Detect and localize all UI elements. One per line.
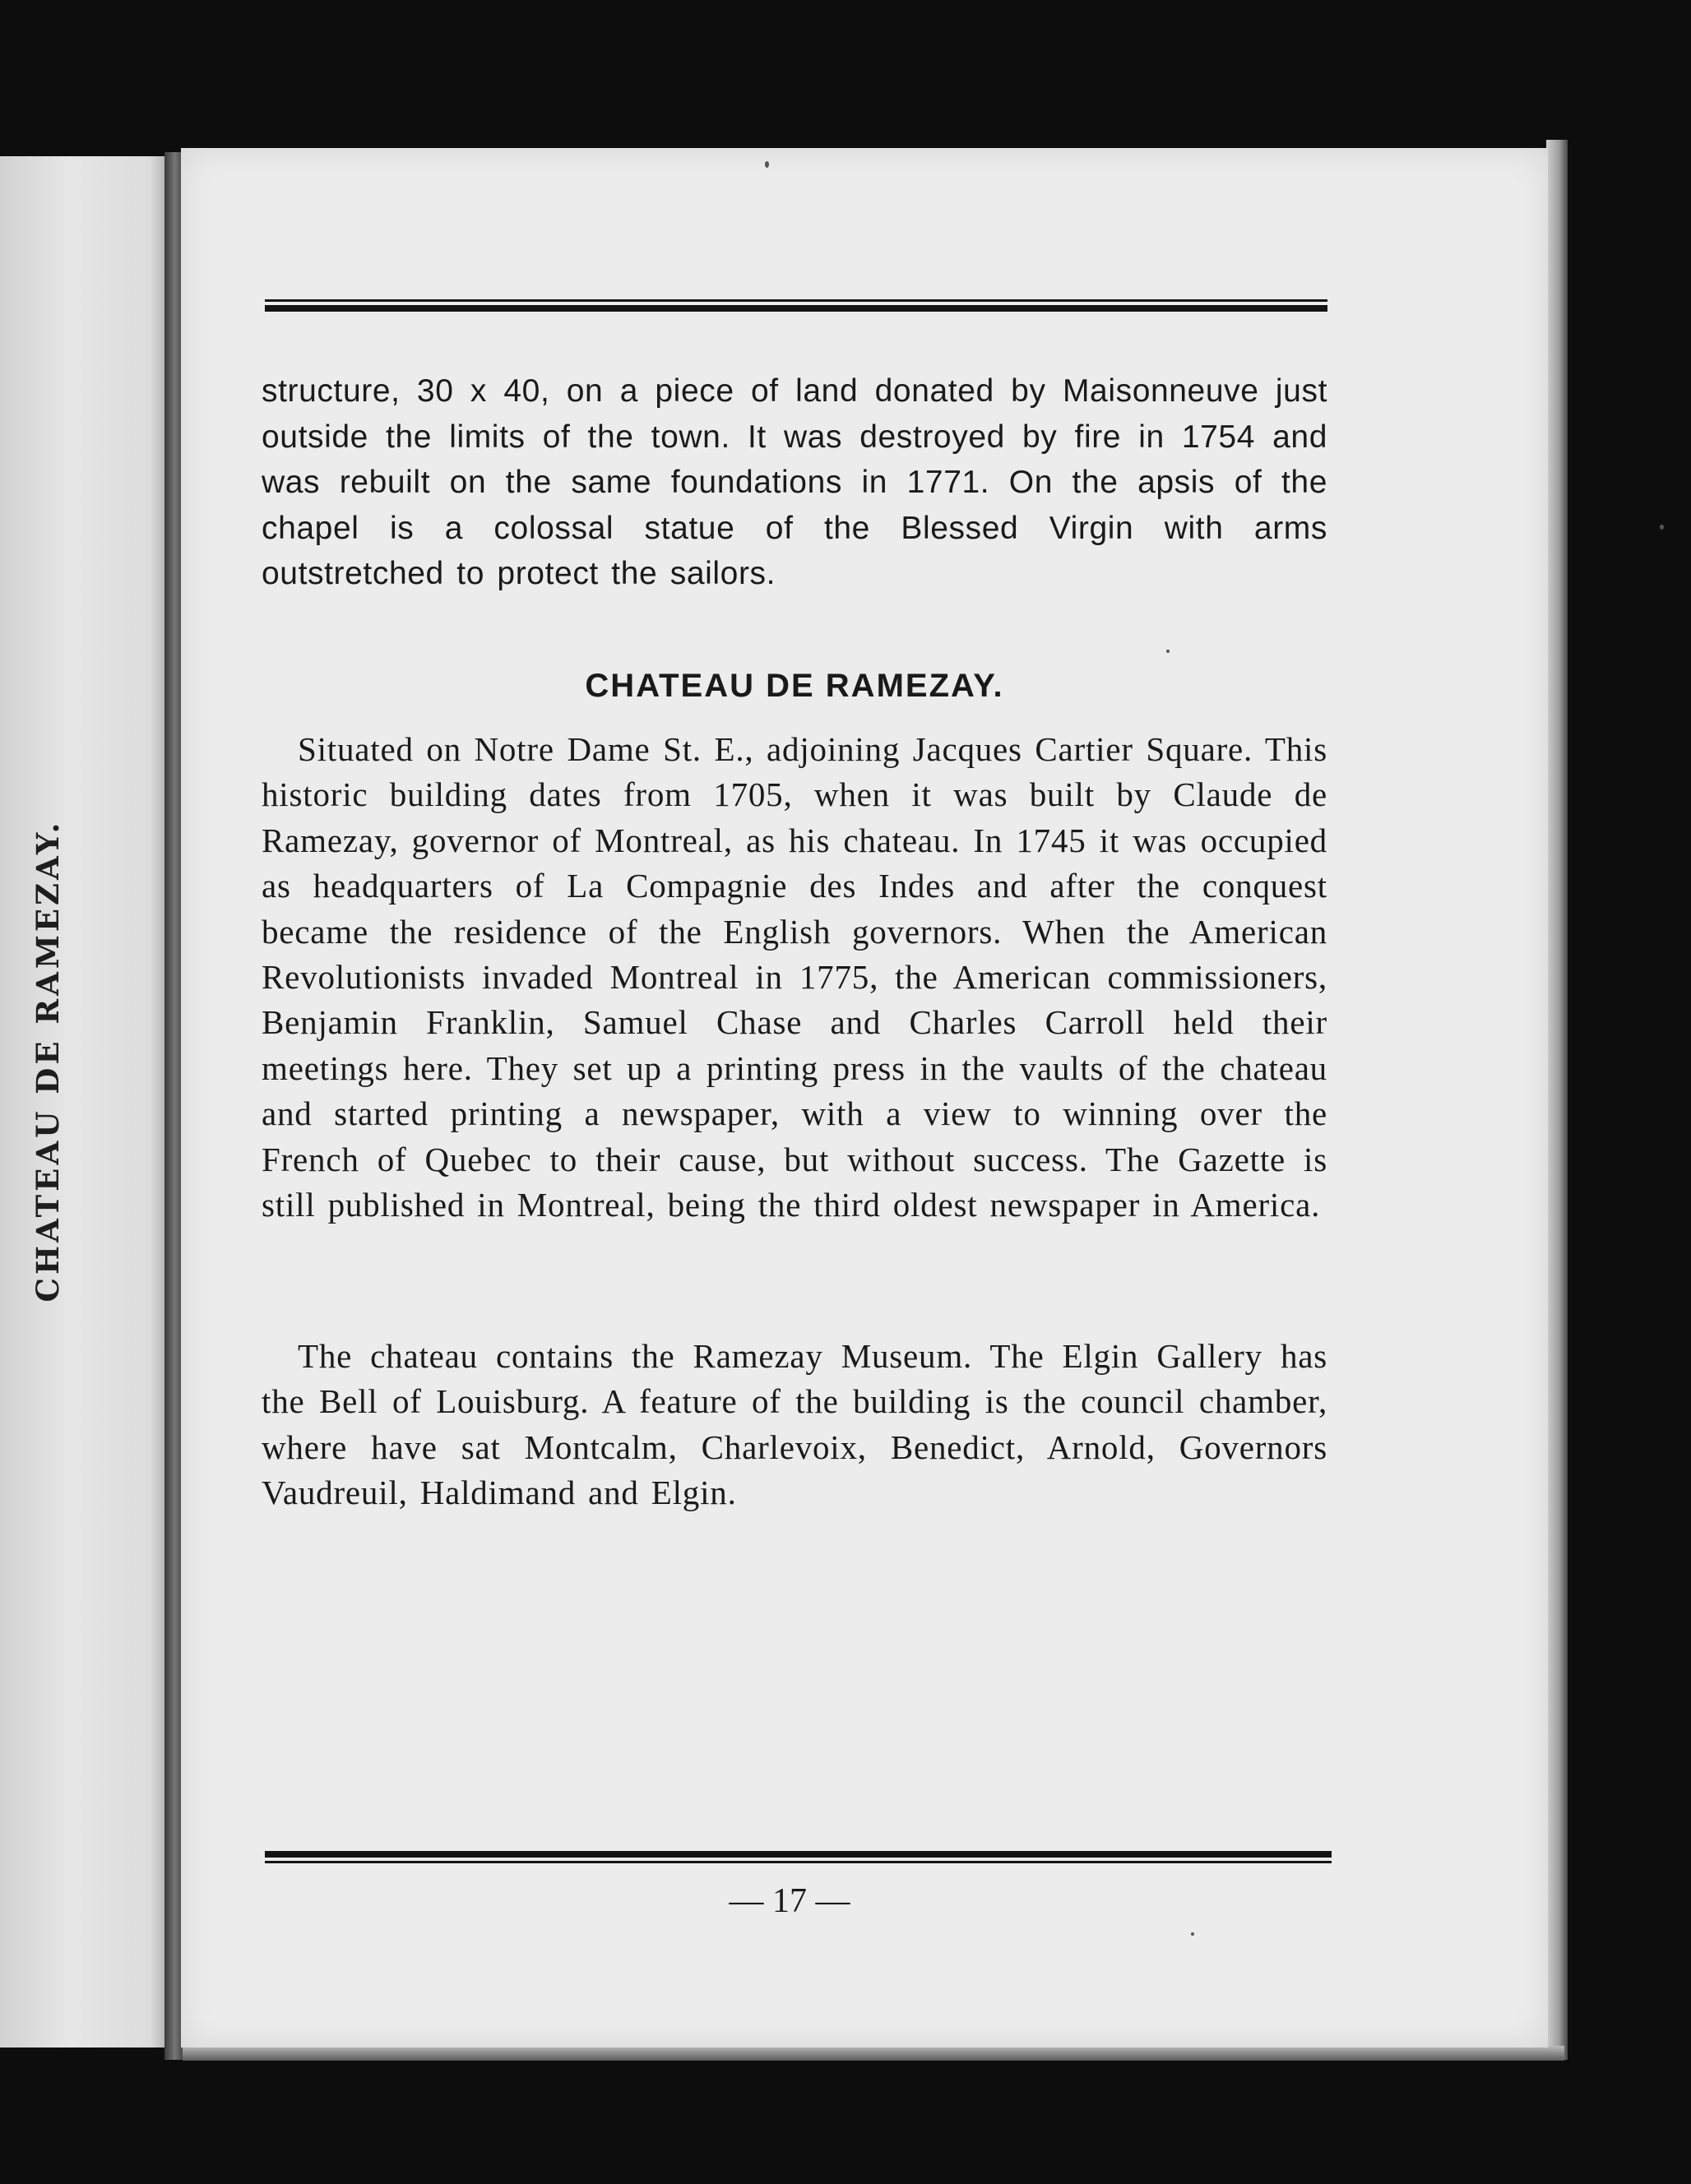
- page-edge-bottom: [183, 2046, 1564, 2061]
- bottom-rule-thick-line: [265, 1851, 1332, 1858]
- scan-speck: [765, 161, 769, 168]
- bottom-rule-thin-line: [265, 1861, 1332, 1863]
- running-head: CHATEAU DE RAMEZAY.: [30, 819, 66, 1303]
- bottom-double-rule: [265, 1851, 1332, 1863]
- page-edge-right: [1546, 140, 1568, 2060]
- page-number: — 17 —: [729, 1882, 850, 1920]
- scan-speck: [1191, 1932, 1194, 1936]
- paragraph-museum: The chateau contains the Ramezay Museum. The Elgin Gallery has the Bell of Louisburg. A feature of the building is the council chamber, where have sat Montcalm, Charlevoix, Benedict, Arnold, Governors Vaudreuil, Haldimand and Elgin.: [262, 1337, 1327, 1512]
- carryover-paragraph: structure, 30 x 40, on a piece of land donated by Maisonneuve just outside the limits of the town. It was destroyed by fire in 1754 and was rebuilt on the same foundations in 1771. On the apsis of the chapel is a colossal statue of the Blessed Virgin with arms outstretched to protect the sailors.: [262, 373, 1327, 591]
- scan-speck: [1166, 650, 1170, 653]
- section-heading: CHATEAU DE RAMEZAY.: [585, 668, 1004, 704]
- top-rule-thick-line: [265, 305, 1327, 312]
- scan-speck: [1660, 525, 1664, 530]
- top-double-rule: [265, 299, 1327, 312]
- left-facing-page: [0, 156, 177, 2048]
- top-rule-thin-line: [265, 299, 1327, 302]
- paragraph-history: Situated on Notre Dame St. E., adjoining Jacques Cartier Square. This historic building dates from 1705, when it was built by Claude de Ramezay, governor of Montreal, as his chateau. In 1745 it was occupied as headquarters of La Compagnie des Indes and after the conquest became the residence of the English governors. When the American Revolutionists invaded Montreal in 1775, the American commissioners, Benjamin Franklin, Samuel Chase and Charles Carroll held their meetings here. They set up a printing press in the vaults of the chateau and started printing a newspaper, with a view to winning over the French of Quebec to their cause, but without success. The Gazette is still published in Montreal, being the third oldest newspaper in America.: [262, 730, 1327, 1224]
